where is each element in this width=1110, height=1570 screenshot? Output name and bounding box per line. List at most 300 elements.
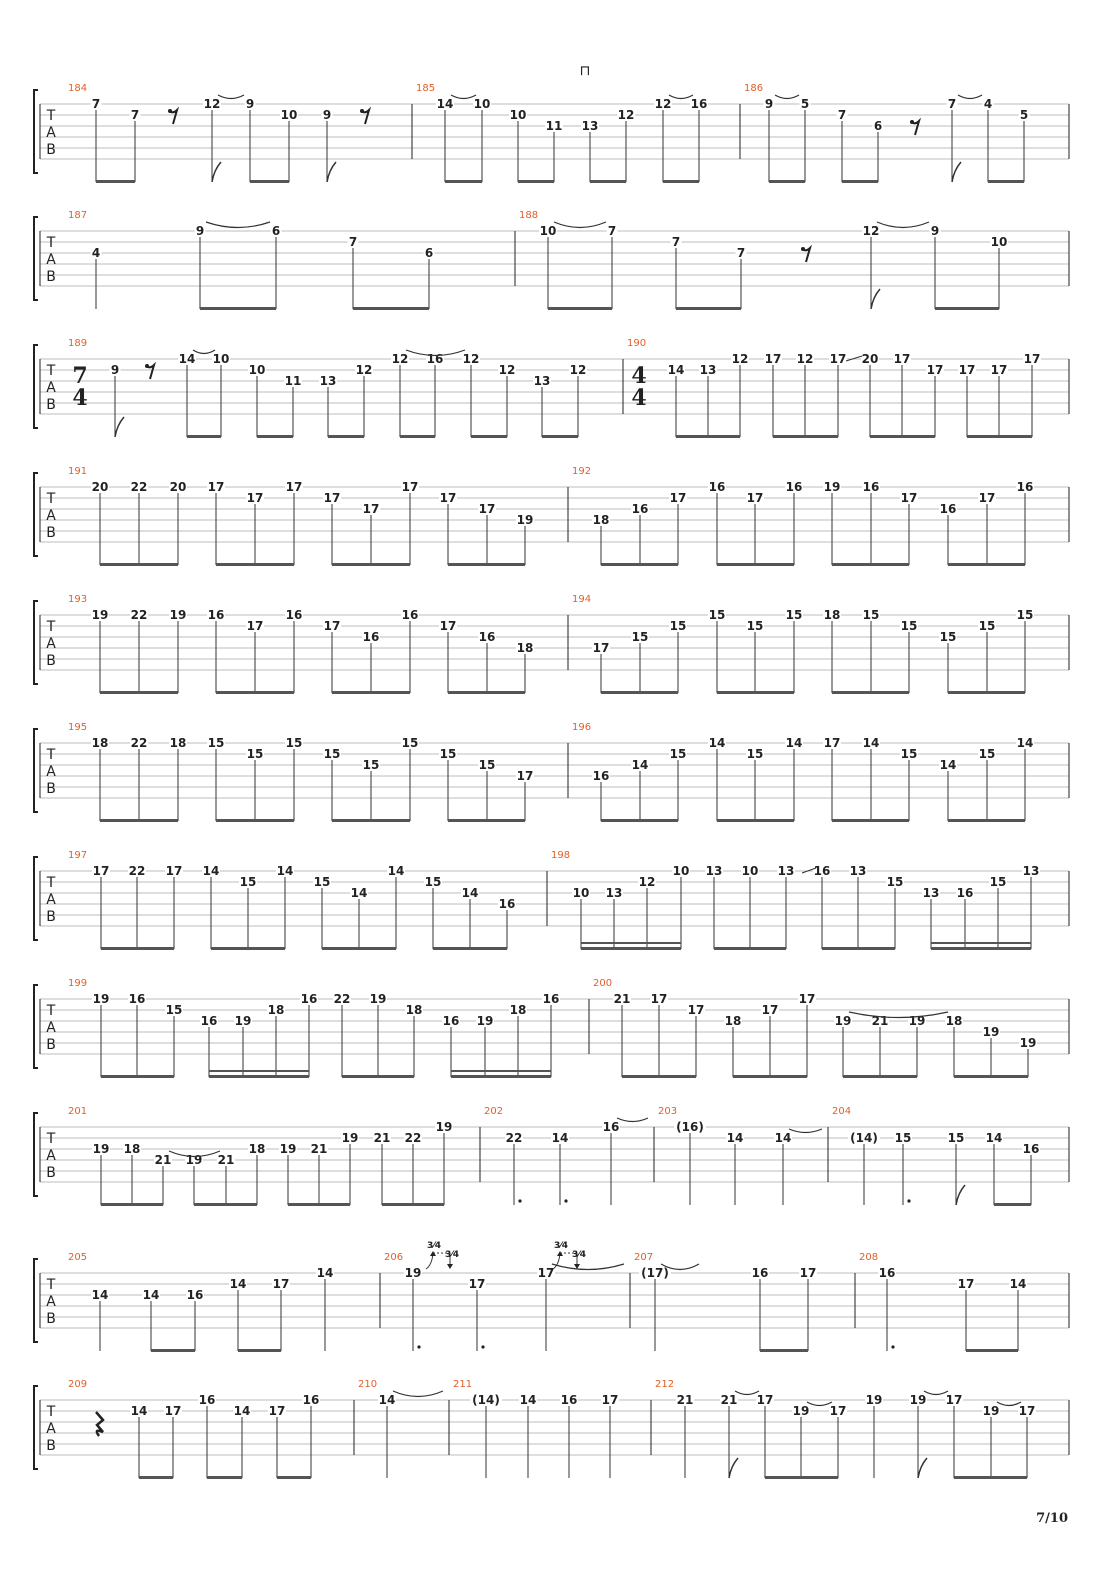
fret-number: 5 <box>800 97 810 111</box>
measure <box>547 850 1040 950</box>
fret-number: 19 <box>909 1393 927 1407</box>
duration-dot <box>417 1345 420 1348</box>
fret-number: 17 <box>761 1003 779 1017</box>
system-bracket <box>34 729 38 812</box>
tab-clef-letter: A <box>46 1421 56 1437</box>
tie-arc <box>554 222 606 228</box>
beam <box>676 307 741 310</box>
beam <box>622 1075 696 1078</box>
release-amount: 3⁄4 <box>444 1250 460 1260</box>
tie-arc <box>206 222 270 228</box>
fret-number: 17 <box>926 363 944 377</box>
fret-number: 7 <box>130 108 140 122</box>
fret-number: 19 <box>792 1404 810 1418</box>
fret-number: 15 <box>323 747 341 761</box>
beam <box>101 1075 174 1078</box>
tie-arc <box>958 95 982 99</box>
fret-number: 16 <box>592 769 610 783</box>
fret-number: 12 <box>203 97 221 111</box>
fret-number: 10 <box>509 108 527 122</box>
fret-number: 14 <box>631 758 649 772</box>
beam <box>216 691 294 694</box>
fret-number: 14 <box>726 1131 744 1145</box>
fret-number: (14) <box>472 1393 500 1407</box>
fret-number: 15 <box>478 758 496 772</box>
beam <box>676 435 740 438</box>
beam <box>451 1075 551 1078</box>
tab-clef-letter: A <box>46 125 56 141</box>
beam <box>518 180 554 183</box>
duration-dot <box>481 1345 484 1348</box>
fret-number: 12 <box>498 363 516 377</box>
fret-number: 17 <box>468 1277 486 1291</box>
fret-number: 17 <box>1018 1404 1036 1418</box>
fret-number: 13 <box>605 886 623 900</box>
beam <box>211 947 285 950</box>
fret-number: 21 <box>720 1393 738 1407</box>
fret-number: 17 <box>601 1393 619 1407</box>
tie-arc <box>735 1391 759 1395</box>
tab-clef-letter: A <box>46 764 56 780</box>
fret-number: 15 <box>886 875 904 889</box>
tab-clef-letter: B <box>46 397 56 413</box>
fret-number: 16 <box>1016 480 1034 494</box>
fret-number: 12 <box>391 352 409 366</box>
fret-number: 14 <box>461 886 479 900</box>
beam <box>967 435 1032 438</box>
measure <box>589 978 1037 1078</box>
duration-dot <box>564 1199 567 1202</box>
tab-system <box>34 83 1069 183</box>
beam <box>139 1476 173 1479</box>
beam <box>601 563 678 566</box>
note-flag <box>952 162 961 182</box>
fret-number: 18 <box>516 641 534 655</box>
fret-number: 16 <box>198 1393 216 1407</box>
fret-number: 17 <box>323 619 341 633</box>
measure-number: 189 <box>68 338 88 349</box>
measure-number: 203 <box>658 1106 678 1117</box>
beam <box>216 819 294 822</box>
fret-number: 12 <box>355 363 373 377</box>
beam-secondary <box>209 1070 309 1072</box>
fret-number: 9 <box>110 363 120 377</box>
measure-number: 191 <box>68 466 88 477</box>
measure-number: 186 <box>744 83 764 94</box>
fret-number: (17) <box>641 1266 669 1280</box>
beam <box>400 435 435 438</box>
fret-number: 20 <box>91 480 109 494</box>
measure <box>568 466 1034 566</box>
fret-number: 16 <box>690 97 708 111</box>
system-bracket <box>34 985 38 1068</box>
fret-number: 19 <box>908 1014 926 1028</box>
system-bracket <box>34 1259 38 1342</box>
measure <box>68 466 534 566</box>
system-bracket <box>34 1386 38 1469</box>
fret-number: 17 <box>164 1404 182 1418</box>
measure-number: 192 <box>572 466 592 477</box>
duration-dot <box>907 1199 910 1202</box>
fret-number: 16 <box>708 480 726 494</box>
fret-number: 15 <box>313 875 331 889</box>
beam <box>101 1203 163 1206</box>
fret-number: 7 <box>671 235 681 249</box>
beam <box>717 691 794 694</box>
beam <box>216 563 294 566</box>
fret-number: 18 <box>169 736 187 750</box>
fret-number: 17 <box>92 864 110 878</box>
tab-clef-letter: A <box>46 636 56 652</box>
fret-number: 7 <box>91 97 101 111</box>
tab-system <box>34 1379 1069 1479</box>
beam <box>332 691 410 694</box>
fret-number: 9 <box>322 108 332 122</box>
fret-number: 17 <box>285 480 303 494</box>
beam <box>948 691 1025 694</box>
beam <box>342 1075 414 1078</box>
tab-clef-letter: B <box>46 142 56 158</box>
fret-number: 12 <box>862 224 880 238</box>
fret-number: 15 <box>439 747 457 761</box>
beam <box>773 435 838 438</box>
fret-number: 19 <box>169 608 187 622</box>
fret-number: 19 <box>234 1014 252 1028</box>
beam-secondary <box>581 942 681 944</box>
fret-number: 19 <box>516 513 534 527</box>
fret-number: 10 <box>672 864 690 878</box>
system-bracket <box>34 601 38 684</box>
beam <box>601 819 678 822</box>
beam-secondary <box>451 1070 551 1072</box>
fret-number: 17 <box>958 363 976 377</box>
measure-number: 209 <box>68 1379 88 1390</box>
tab-clef-letter: T <box>46 1003 56 1019</box>
fret-number: 16 <box>785 480 803 494</box>
tie-arc <box>393 1391 443 1397</box>
fret-number: 11 <box>545 119 563 133</box>
time-signature-bottom: 4 <box>631 385 647 411</box>
fret-number: 22 <box>505 1131 523 1145</box>
tie-arc <box>552 1264 624 1270</box>
fret-number: 16 <box>362 630 380 644</box>
fret-number: 15 <box>669 619 687 633</box>
fret-number: 17 <box>272 1277 290 1291</box>
beam <box>843 1075 917 1078</box>
fret-number: 17 <box>829 352 847 366</box>
tab-system <box>34 594 1069 694</box>
beam <box>353 307 429 310</box>
fret-number: 20 <box>169 480 187 494</box>
beam <box>954 1075 1028 1078</box>
fret-number: 9 <box>764 97 774 111</box>
downstroke-mark: ⊓ <box>579 63 591 79</box>
time-signature-bottom: 4 <box>72 385 88 411</box>
fret-number: 16 <box>542 992 560 1006</box>
fret-number: 16 <box>560 1393 578 1407</box>
fret-number: 17 <box>669 491 687 505</box>
tab-clef-letter: T <box>46 875 56 891</box>
beam <box>663 180 699 183</box>
fret-number: 7 <box>348 235 358 249</box>
fret-number: 16 <box>285 608 303 622</box>
beam <box>96 180 135 183</box>
fret-number: 15 <box>978 619 996 633</box>
beam <box>200 307 276 310</box>
tab-clef-letter: B <box>46 781 56 797</box>
fret-number: 15 <box>708 608 726 622</box>
tab-clef-letter: T <box>46 235 56 251</box>
measure-number: 208 <box>859 1252 879 1263</box>
beam <box>988 180 1024 183</box>
fret-number: 19 <box>823 480 841 494</box>
fret-number: 17 <box>246 619 264 633</box>
tab-clef-letter: B <box>46 1165 56 1181</box>
fret-number: 14 <box>178 352 196 366</box>
fret-number: 17 <box>764 352 782 366</box>
measure-number: 184 <box>68 83 88 94</box>
measure <box>68 722 534 822</box>
beam-secondary <box>931 942 1031 944</box>
beam <box>471 435 507 438</box>
fret-number: 17 <box>246 491 264 505</box>
fret-number: 10 <box>212 352 230 366</box>
measure <box>354 1379 443 1478</box>
fret-number: 16 <box>128 992 146 1006</box>
fret-number: 17 <box>362 502 380 516</box>
tab-clef-letter: A <box>46 1020 56 1036</box>
system-bracket <box>34 90 38 173</box>
measure-number: 210 <box>358 1379 378 1390</box>
fret-number: 13 <box>705 864 723 878</box>
tab-clef-letter: T <box>46 363 56 379</box>
fret-number: 17 <box>537 1266 555 1280</box>
fret-number: 15 <box>631 630 649 644</box>
system-bracket <box>34 473 38 556</box>
note-flag <box>729 1458 738 1478</box>
measure <box>68 1106 453 1206</box>
measure <box>568 594 1034 694</box>
measure-number: 198 <box>551 850 571 861</box>
fret-number: 16 <box>939 502 957 516</box>
fret-number: 11 <box>284 374 302 388</box>
beam <box>935 307 999 310</box>
measure <box>828 1106 1040 1206</box>
fret-number: 12 <box>462 352 480 366</box>
fret-number: 7 <box>607 224 617 238</box>
fret-number: 18 <box>405 1003 423 1017</box>
fret-number: 16 <box>200 1014 218 1028</box>
fret-number: 4 <box>91 246 101 260</box>
page-number: 7/10 <box>1036 1511 1068 1526</box>
fret-number: 12 <box>638 875 656 889</box>
beam <box>948 563 1025 566</box>
fret-number: 12 <box>731 352 749 366</box>
measure-number: 199 <box>68 978 88 989</box>
fret-number: 9 <box>245 97 255 111</box>
beam <box>194 1203 257 1206</box>
fret-number: 18 <box>248 1142 266 1156</box>
fret-number: 16 <box>426 352 444 366</box>
fret-number: 15 <box>285 736 303 750</box>
fret-number: 21 <box>217 1153 235 1167</box>
beam <box>966 1349 1018 1352</box>
measure <box>68 83 369 183</box>
fret-number: 15 <box>401 736 419 750</box>
measure-number: 202 <box>484 1106 504 1117</box>
fret-number: 16 <box>401 608 419 622</box>
beam <box>433 947 507 950</box>
measure-number: 207 <box>634 1252 654 1263</box>
measure <box>68 1252 334 1352</box>
measure-number: 196 <box>572 722 592 733</box>
fret-number: 16 <box>631 502 649 516</box>
fret-number: 15 <box>424 875 442 889</box>
fret-number: 22 <box>130 608 148 622</box>
beam <box>832 563 909 566</box>
beam <box>187 435 221 438</box>
fret-number: 17 <box>207 480 225 494</box>
fret-number: 16 <box>302 1393 320 1407</box>
duration-dot <box>518 1199 521 1202</box>
fret-number: 21 <box>871 1014 889 1028</box>
tie-arc <box>669 95 693 99</box>
duration-dot <box>891 1345 894 1348</box>
measure-number: 204 <box>832 1106 852 1117</box>
note-flag <box>918 1458 927 1478</box>
tie-arc <box>807 1402 832 1406</box>
tab-system <box>34 1241 1069 1352</box>
tab-clef-letter: T <box>46 108 56 124</box>
fret-number: 17 <box>799 1266 817 1280</box>
beam <box>870 435 935 438</box>
measure <box>68 338 587 438</box>
beam <box>581 947 681 950</box>
measure-number: 193 <box>68 594 88 605</box>
fret-number: 15 <box>746 619 764 633</box>
system-bracket <box>34 345 38 428</box>
tab-system <box>34 338 1069 438</box>
measure <box>449 1379 619 1478</box>
fret-number: 15 <box>894 1131 912 1145</box>
fret-number: (16) <box>676 1120 704 1134</box>
measure-number: 200 <box>593 978 613 989</box>
fret-number: 10 <box>990 235 1008 249</box>
tab-clef-letter: B <box>46 269 56 285</box>
fret-number: 21 <box>676 1393 694 1407</box>
measure-number: 185 <box>416 83 436 94</box>
release-arrow-down <box>447 1264 453 1269</box>
fret-number: 16 <box>478 630 496 644</box>
fret-number: 19 <box>865 1393 883 1407</box>
fret-number: 18 <box>823 608 841 622</box>
tab-clef-letter: T <box>46 491 56 507</box>
fret-number: 21 <box>154 1153 172 1167</box>
eighth-rest-dot <box>801 247 805 251</box>
tab-system <box>34 210 1069 310</box>
beam <box>100 819 178 822</box>
measure-number: 212 <box>655 1379 675 1390</box>
fret-number: 17 <box>439 619 457 633</box>
fret-number: 17 <box>978 491 996 505</box>
beam <box>717 563 794 566</box>
note-flag <box>212 162 221 182</box>
fret-number: 15 <box>746 747 764 761</box>
fret-number: 14 <box>862 736 880 750</box>
measure-number: 205 <box>68 1252 88 1263</box>
beam <box>448 563 525 566</box>
fret-number: 15 <box>900 747 918 761</box>
measure <box>412 83 708 183</box>
fret-number: 13 <box>922 886 940 900</box>
fret-number: 14 <box>142 1288 160 1302</box>
measure <box>68 978 560 1078</box>
fret-number: 14 <box>785 736 803 750</box>
fret-number: 15 <box>785 608 803 622</box>
fret-number: 16 <box>602 1120 620 1134</box>
beam <box>994 1203 1031 1206</box>
fret-number: 16 <box>878 1266 896 1280</box>
measure-number: 195 <box>68 722 88 733</box>
tie-arc <box>218 95 244 99</box>
beam <box>590 180 626 183</box>
tab-clef-letter: T <box>46 1277 56 1293</box>
fret-number: 17 <box>746 491 764 505</box>
beam <box>760 1349 808 1352</box>
measure-number: 211 <box>453 1379 473 1390</box>
fret-number: 15 <box>978 747 996 761</box>
fret-number: 14 <box>1009 1277 1027 1291</box>
beam <box>448 691 525 694</box>
fret-number: 13 <box>699 363 717 377</box>
fret-number: 19 <box>982 1025 1000 1039</box>
fret-number: 16 <box>442 1014 460 1028</box>
fret-number: 17 <box>592 641 610 655</box>
tie-arc <box>997 1402 1021 1406</box>
fret-number: 18 <box>592 513 610 527</box>
fret-number: 18 <box>91 736 109 750</box>
beam <box>954 1476 1027 1479</box>
fret-number: 10 <box>741 864 759 878</box>
fret-number: 17 <box>1023 352 1041 366</box>
beam <box>328 435 364 438</box>
measure-number: 197 <box>68 850 88 861</box>
fret-number: 14 <box>708 736 726 750</box>
beam <box>733 1075 807 1078</box>
fret-number: 13 <box>533 374 551 388</box>
fret-number: 18 <box>724 1014 742 1028</box>
tab-clef-letter: A <box>46 252 56 268</box>
fret-number: 16 <box>862 480 880 494</box>
fret-number: 16 <box>498 897 516 911</box>
measure-number: 187 <box>68 210 88 221</box>
note-flag <box>115 417 124 437</box>
beam <box>207 1476 242 1479</box>
measure <box>68 210 435 310</box>
fret-number: 14 <box>1016 736 1034 750</box>
system-bracket <box>34 1113 38 1196</box>
fret-number: 17 <box>756 1393 774 1407</box>
fret-number: 17 <box>439 491 457 505</box>
tab-clef-letter: T <box>46 619 56 635</box>
beam <box>931 947 1031 950</box>
tab-clef-letter: A <box>46 892 56 908</box>
fret-number: 19 <box>369 992 387 1006</box>
fret-number: 10 <box>280 108 298 122</box>
fret-number: 6 <box>424 246 434 260</box>
beam <box>332 819 410 822</box>
tab-clef-letter: A <box>46 1148 56 1164</box>
